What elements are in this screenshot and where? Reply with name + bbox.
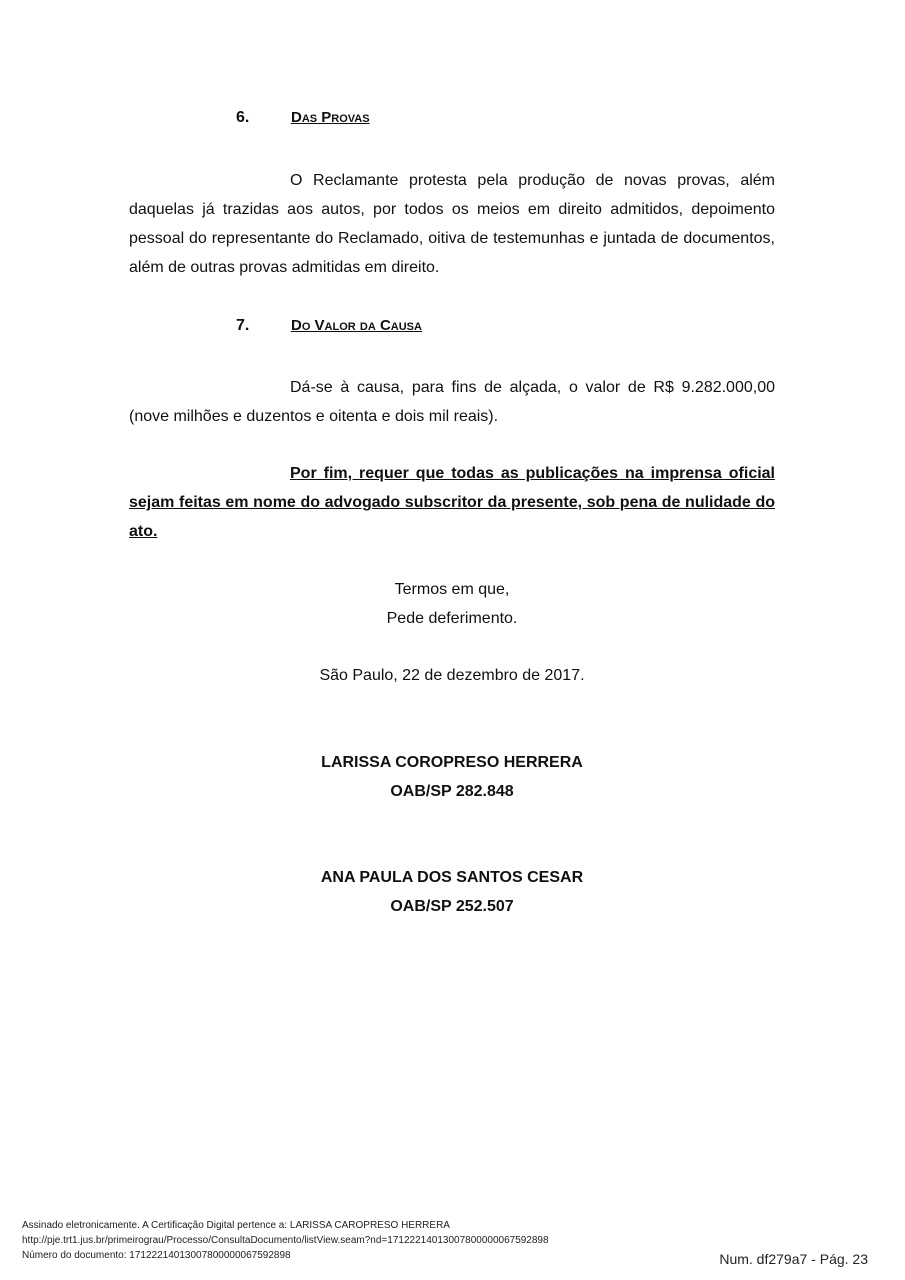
section-6-paragraph: O Reclamante protesta pela produção de novas provas, além daquelas já trazidas aos autos, por todos os meios em direito admitidos, depoimento pessoal do representante do Reclamado, oitiva de testemunhas e juntada de documentos, além de outras provas admitidas em direito.: [129, 172, 775, 276]
closing-line-2: Pede deferimento.: [386, 610, 518, 627]
footer-document-number: Número do documento: 17122214013007800000067592898: [22, 1250, 291, 1261]
publication-request-paragraph: Por fim, requer que todas as publicações na imprensa oficial sejam feitas em nome do advogado subscritor da presente, sob pena de nulidade do ato.: [129, 465, 775, 540]
section-6-title: Das Provas: [291, 109, 370, 126]
section-6-number: 6.: [236, 109, 250, 126]
signature-1-oab: OAB/SP 282.848: [390, 783, 514, 800]
footer-signature-note: Assinado eletronicamente. A Certificação Digital pertence a: LARISSA CAROPRESO HERRERA: [22, 1220, 450, 1231]
signature-2-name: ANA PAULA DOS SANTOS CESAR: [320, 869, 584, 886]
section-7-title: Do Valor da Causa: [291, 317, 422, 334]
section-7-number: 7.: [236, 317, 250, 334]
section-7-paragraph: Dá-se à causa, para fins de alçada, o valor de R$ 9.282.000,00 (nove milhões e duzentos e oitenta e dois mil reais).: [129, 379, 775, 425]
signature-1-name: LARISSA COROPRESO HERRERA: [321, 754, 583, 771]
footer-document-url: http://pje.trt1.jus.br/primeirograu/Processo/ConsultaDocumento/listView.seam?nd=17122214013007800000067592898: [22, 1235, 549, 1246]
place-and-date: São Paulo, 22 de dezembro de 2017.: [319, 667, 585, 684]
page-number: Num. df279a7 - Pág. 23: [719, 1251, 868, 1267]
signature-2-oab: OAB/SP 252.507: [390, 898, 514, 915]
closing-line-1: Termos em que,: [394, 581, 510, 598]
